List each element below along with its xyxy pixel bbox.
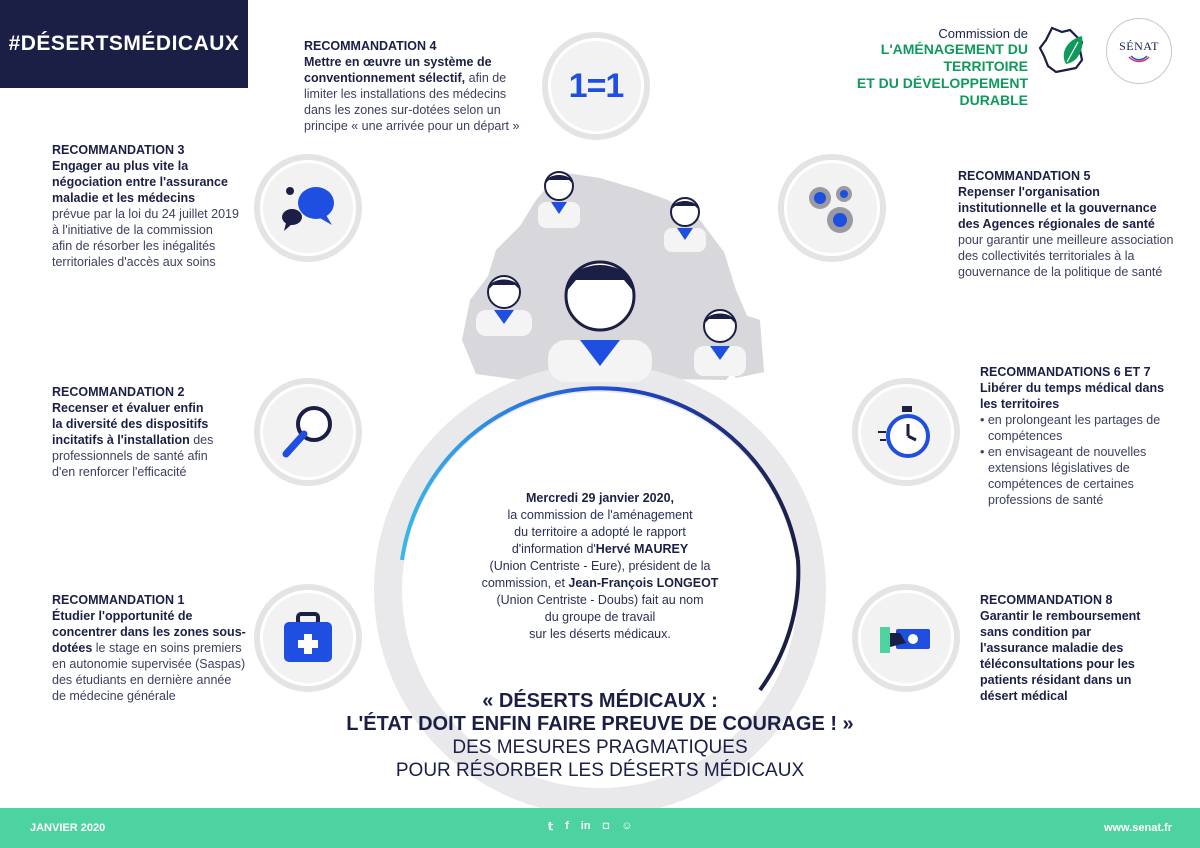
rec8-bold3: l'assurance maladie des xyxy=(980,641,1124,655)
rec5-bold3: des Agences régionales de santé xyxy=(958,217,1155,231)
center-date: Mercredi 29 janvier 2020, xyxy=(525,491,674,505)
center-line8: du groupe de travail xyxy=(544,610,656,624)
rec8-bold4: téléconsultations pour les xyxy=(980,657,1135,671)
rec3-block xyxy=(52,142,252,270)
rec1-bold3: dotées xyxy=(52,641,93,655)
rec1-text3: de médecine générale xyxy=(52,689,176,703)
rec67-bullet1-line1: • en prolongeant les partages de xyxy=(980,413,1161,427)
commission-line1: Commission de xyxy=(938,26,1028,41)
senat-logo-text: SÉNAT xyxy=(1119,38,1159,53)
headline-block xyxy=(300,690,900,782)
center-line2: la commission de l'aménagement xyxy=(507,508,693,522)
headline-line1: « DÉSERTS MÉDICAUX : xyxy=(482,690,718,712)
center-line6b: Jean-François LONGEOT xyxy=(568,576,719,590)
rec8-bold5: patients résidant dans un xyxy=(980,673,1132,687)
rec8-icon-circle xyxy=(858,590,954,686)
rec3-text4: territoriales d'accès aux soins xyxy=(52,255,216,269)
rec4-block xyxy=(304,38,544,134)
snapchat-icon[interactable]: ☺ xyxy=(621,820,633,832)
stopwatch-icon xyxy=(876,402,936,462)
rec2-text-a: des xyxy=(189,433,214,447)
facebook-icon[interactable]: f xyxy=(565,820,569,832)
doctor-avatar-left xyxy=(474,270,534,336)
rec8-bold6: désert médical xyxy=(980,689,1068,703)
rec4-text-b: limiter les installations des médecins xyxy=(304,87,507,101)
rec2-title: RECOMMANDATION 2 xyxy=(52,385,185,399)
rec4-text-d: principe « une arrivée pour un départ » xyxy=(304,119,520,133)
commission-line2: L'AMÉNAGEMENT DU TERRITOIRE xyxy=(880,41,1028,74)
social-icons xyxy=(548,820,632,833)
headline-line4: POUR RÉSORBER LES DÉSERTS MÉDICAUX xyxy=(395,760,805,781)
commission-line3: ET DU DÉVELOPPEMENT DURABLE xyxy=(856,75,1028,108)
rec67-bullet2-line4: professions de santé xyxy=(988,493,1104,507)
money-hand-icon xyxy=(876,613,936,663)
center-line4b: Hervé MAUREY xyxy=(595,542,689,556)
chat-bubbles-icon xyxy=(278,181,338,235)
instagram-icon[interactable]: ◘ xyxy=(602,820,610,832)
rec1-title: RECOMMANDATION 1 xyxy=(52,593,185,607)
doctor-avatar-bottom-right xyxy=(692,300,748,376)
center-summary xyxy=(470,490,730,643)
rec5-title: RECOMMANDATION 5 xyxy=(958,169,1091,183)
rec3-bold3: maladie et les médecins xyxy=(52,191,196,205)
rec5-icon-circle xyxy=(784,160,880,256)
rec67-bullet2-line1: • en envisageant de nouvelles xyxy=(980,445,1147,459)
rec4-text-c: dans les zones sur-dotées selon un xyxy=(304,103,501,117)
footer-bar xyxy=(0,808,1200,848)
rec8-bold1: Garantir le remboursement xyxy=(980,609,1141,623)
rec2-bold3: incitatifs à l'installation xyxy=(52,433,190,447)
rec3-text2: à l'initiative de la commission xyxy=(52,223,213,237)
rec67-bullet2-line3: compétences de certaines xyxy=(988,477,1134,491)
rec3-icon-circle xyxy=(260,160,356,256)
medical-bag-icon xyxy=(278,610,338,666)
rec5-bold1: Repenser l'organisation xyxy=(958,185,1100,199)
gears-icon xyxy=(802,178,862,238)
rec3-text1: prévue par la loi du 24 juillet 2019 xyxy=(52,207,239,221)
rec1-block xyxy=(52,592,257,704)
rec4-title: RECOMMANDATION 4 xyxy=(304,39,437,53)
rec3-text3: afin de résorber les inégalités xyxy=(52,239,216,253)
equals-one-icon: 1=1 xyxy=(568,66,624,105)
center-line6a: commission, et xyxy=(481,576,569,590)
center-line9: sur les déserts médicaux. xyxy=(529,627,671,641)
doctor-avatar-top xyxy=(536,166,582,228)
rec67-bold2: les territoires xyxy=(980,397,1060,411)
rec67-title: RECOMMANDATIONS 6 ET 7 xyxy=(980,365,1151,379)
rec8-block xyxy=(980,592,1180,704)
rec67-block xyxy=(980,364,1190,508)
rec67-bullet2-line2: extensions législatives de xyxy=(988,461,1130,475)
rec3-title: RECOMMANDATION 3 xyxy=(52,143,185,157)
rec1-bold1: Étudier l'opportunité de xyxy=(52,609,193,623)
rec5-bold2: institutionnelle et la gouvernance xyxy=(958,201,1157,215)
rec1-text1: en autonomie supervisée (Saspas) xyxy=(52,657,246,671)
center-line7: (Union Centriste - Doubs) fait au nom xyxy=(496,593,704,607)
rec3-bold1: Engager au plus vite la xyxy=(52,159,189,173)
rec8-bold2: sans condition par xyxy=(980,625,1092,639)
doctor-avatar-right xyxy=(662,192,708,252)
rec2-block xyxy=(52,384,252,480)
rec5-text1: pour garantir une meilleure association xyxy=(958,233,1174,247)
twitter-icon[interactable]: 𝕥 xyxy=(548,821,554,833)
headline-line3: DES MESURES PRAGMATIQUES xyxy=(452,737,748,758)
rec4-text-a: afin de xyxy=(465,71,507,85)
rec3-bold2: négociation entre l'assurance xyxy=(52,175,228,189)
magnifier-icon xyxy=(278,402,338,462)
rec2-text1: professionnels de santé afin xyxy=(52,449,208,463)
center-line3: du territoire a adopté le rapport xyxy=(514,525,686,539)
rec1-bold2: concentrer dans les zones sous- xyxy=(52,625,246,639)
rec67-bold1: Libérer du temps médical dans xyxy=(980,381,1165,395)
rec2-text2: d'en renforcer l'efficacité xyxy=(52,465,187,479)
rec4-icon-circle xyxy=(548,38,644,134)
rec8-title: RECOMMANDATION 8 xyxy=(980,593,1113,607)
rec1-icon-circle xyxy=(260,590,356,686)
rec2-bold1: Recenser et évaluer enfin xyxy=(52,401,204,415)
rec2-icon-circle xyxy=(260,384,356,480)
rec5-text3: gouvernance de la politique de santé xyxy=(958,265,1163,279)
rec2-bold2: la diversité des dispositifs xyxy=(52,417,209,431)
rec67-bullet1-line2: compétences xyxy=(988,429,1063,443)
rec4-bold: Mettre en œuvre un système de conventionnement sélectif, xyxy=(304,55,492,85)
rec1-text-a: le stage en soins premiers xyxy=(92,641,242,655)
footer-date: JANVIER 2020 xyxy=(30,822,106,834)
doctor-avatar-main xyxy=(544,250,656,382)
rec67-icon-circle xyxy=(858,384,954,480)
rec5-text2: des collectivités territoriales à la xyxy=(958,249,1135,263)
linkedin-icon[interactable]: in xyxy=(580,820,591,832)
footer-website[interactable]: www.senat.fr xyxy=(1103,822,1172,834)
rec5-block xyxy=(958,168,1188,280)
headline-line2: L'ÉTAT DOIT ENFIN FAIRE PREUVE DE COURAGE ! » xyxy=(346,713,854,735)
center-line5: (Union Centriste - Eure), président de la xyxy=(489,559,711,573)
rec1-text2: des étudiants en dernière année xyxy=(52,673,232,687)
hashtag-text: #DÉSERTSMÉDICAUX xyxy=(8,32,240,55)
center-line4a: d'information d' xyxy=(511,542,596,556)
